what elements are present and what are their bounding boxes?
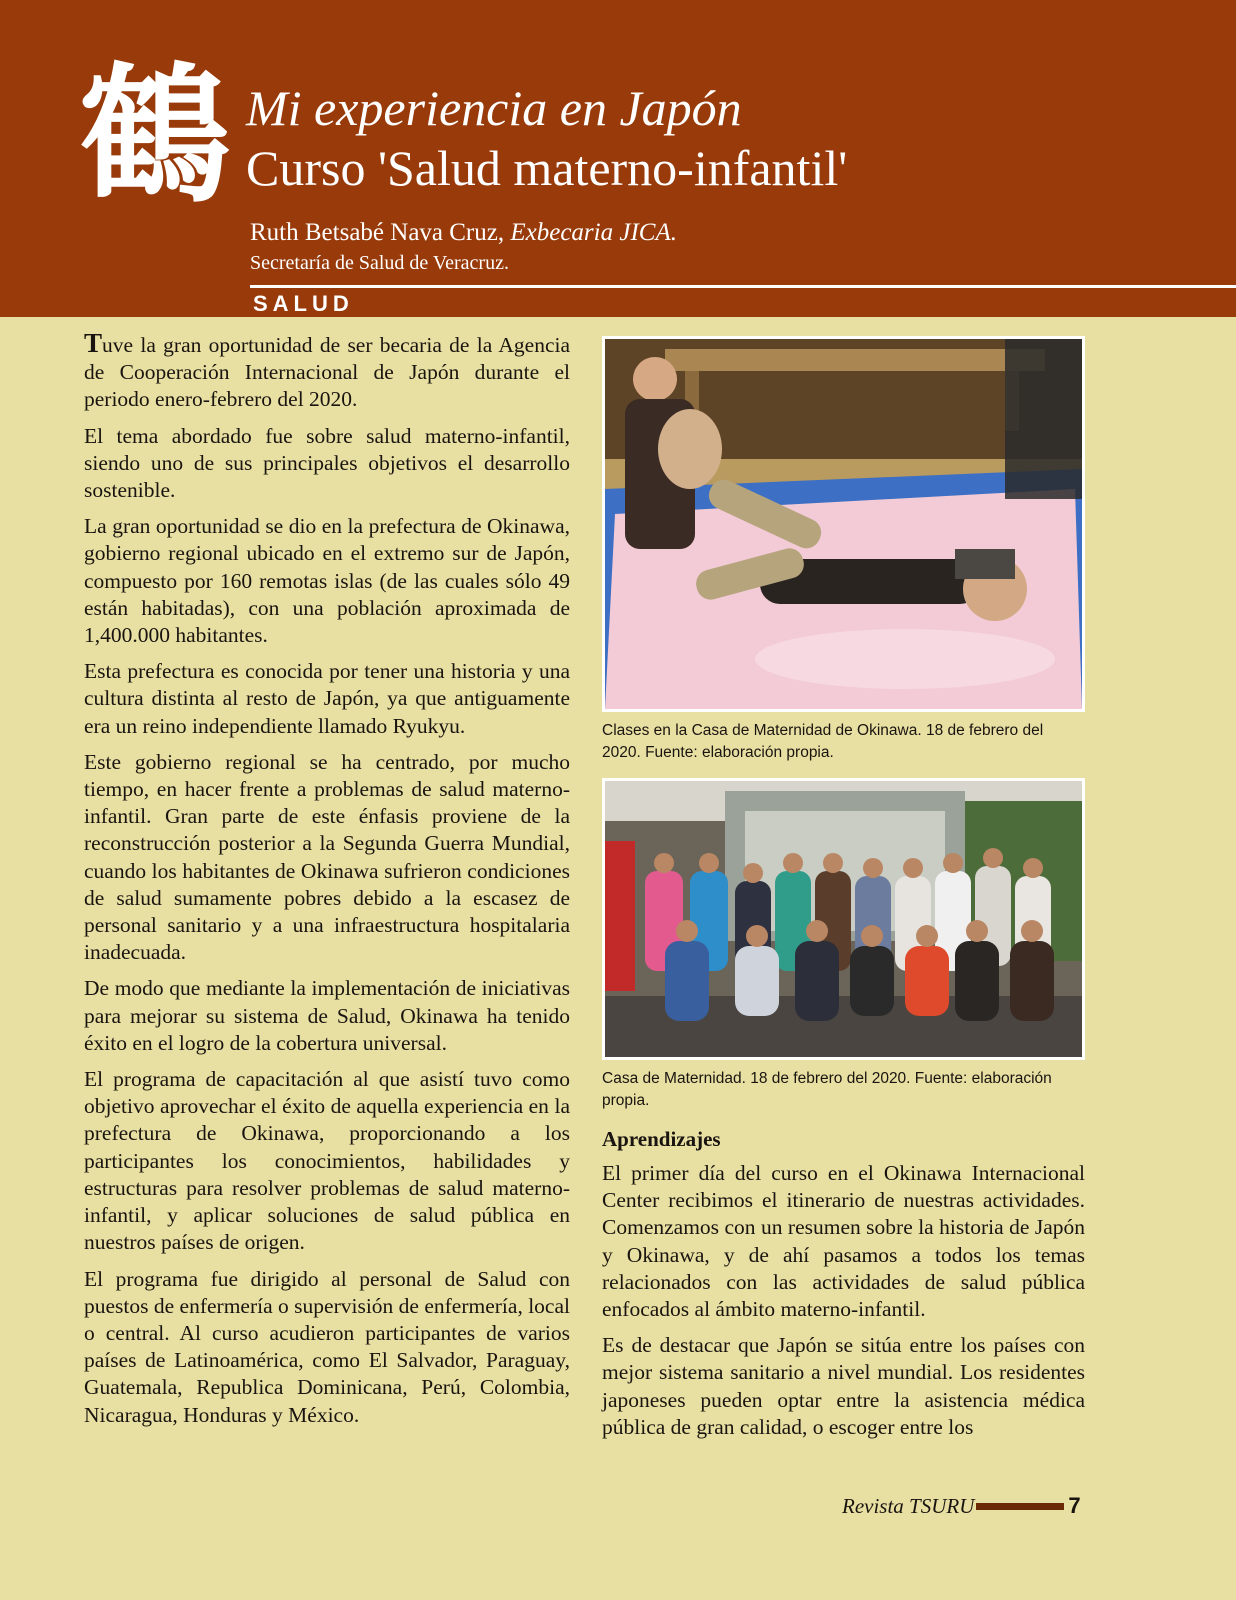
- paragraph: [84, 330, 570, 414]
- photo-caption: Casa de Maternidad. 18 de febrero del 2020. Fuente: elaboración propia.: [602, 1070, 1052, 1109]
- magazine-name: Revista TSURU: [842, 1493, 975, 1518]
- paragraph-text: uve la gran oportunidad de ser becaria de la Agencia de Cooperación Internacional de Japón durante el periodo enero-febrero del 2020.: [84, 333, 570, 412]
- footer-bar: [976, 1503, 1064, 1510]
- photo-group-maternity-house: [602, 778, 1085, 1060]
- paragraph: El tema abordado fue sobre salud materno-infantil, siendo uno de sus principales objetivos el desarrollo sostenible.: [84, 423, 570, 503]
- photo-maternity-class: [602, 336, 1085, 712]
- page-number: 7: [1068, 1493, 1081, 1518]
- paragraph: La gran oportunidad se dio en la prefectura de Okinawa, gobierno regional ubicado en el extremo sur de Japón, compuesto por 160 remotas islas (de las cuales sólo 49 están habitadas), con una población aproximada de 1,400.000 habitantes.: [84, 514, 570, 648]
- author-role: Exbecaria JICA.: [510, 219, 677, 246]
- subheading-aprendizajes: Aprendizajes: [602, 1127, 721, 1151]
- page-footer: [842, 1493, 1081, 1519]
- left-column: [84, 330, 570, 1438]
- paragraph: El programa fue dirigido al personal de Salud con puestos de enfermería o supervisión de enfermería, local o central. Al curso acudieron participantes de varios países de Latinoamérica, como El Salvador, Paraguay, Guatemala, Republica Dominicana, Perú, Colombia, Nicaragua, Honduras y México.: [84, 1266, 570, 1427]
- header-rule: [250, 285, 1236, 288]
- photo-maternity-class-illustration: [605, 339, 1082, 709]
- section-label: SALUD: [253, 291, 354, 316]
- author-affiliation: Secretaría de Salud de Veracruz.: [250, 252, 509, 274]
- photo-group-illustration: [605, 781, 1082, 1057]
- paragraph: Esta prefectura es conocida por tener una historia y una cultura distinta al resto de Japón, ya que antiguamente era un reino independiente llamado Ryukyu.: [84, 659, 570, 738]
- author-name: Ruth Betsabé Nava Cruz,: [250, 219, 511, 246]
- paragraph: Es de destacar que Japón se sitúa entre los países con mejor sistema sanitario a nivel mundial. Los residentes japoneses pueden optar entre la asistencia médica pública de gran calidad, o escoger entre los: [602, 1333, 1085, 1439]
- right-column: [602, 336, 1085, 1450]
- author-line: [250, 218, 677, 248]
- header-band: [0, 0, 1236, 317]
- article-title-line2: Curso 'Salud materno-infantil': [246, 140, 848, 196]
- paragraph: El primer día del curso en el Okinawa Internacional Center recibimos el itinerario de nuestras actividades. Comenzamos con un resumen sobre la historia de Japón y Okinawa, y de ahí pasamos a todos los temas relacionados con las actividades de salud pública enfocados al ámbito materno-infantil.: [602, 1161, 1085, 1322]
- photo-caption: Clases en la Casa de Maternidad de Okinawa. 18 de febrero del 2020. Fuente: elaboración propia.: [602, 722, 1044, 761]
- tsuru-kanji-logo: 鶴: [80, 50, 231, 224]
- drop-cap: T: [84, 328, 103, 358]
- paragraph: El programa de capacitación al que asistí tuvo como objetivo aprovechar el éxito de aquella experiencia en la prefectura de Okinawa, proporcionando a los participantes los conocimientos, habilidades y estructuras para resolver problemas de salud materno-infantil, y aplicar soluciones de salud pública en nuestros países de origen.: [84, 1067, 570, 1255]
- article-title-line1: Mi experiencia en Japón: [246, 80, 742, 136]
- paragraph: Este gobierno regional se ha centrado, por mucho tiempo, en hacer frente a problemas de salud materno-infantil. Gran parte de este énfasis proviene de la reconstrucción posterior a la Segunda Guerra Mundial, cuando los habitantes de Okinawa sufrieron condiciones de salud sumamente pobres debido a la escasez de personal sanitario y a una infraestructura hospitalaria inadecuada.: [84, 749, 570, 965]
- paragraph: De modo que mediante la implementación de iniciativas para mejorar su sistema de Salud, Okinawa ha tenido éxito en el logro de la cobertura universal.: [84, 976, 570, 1055]
